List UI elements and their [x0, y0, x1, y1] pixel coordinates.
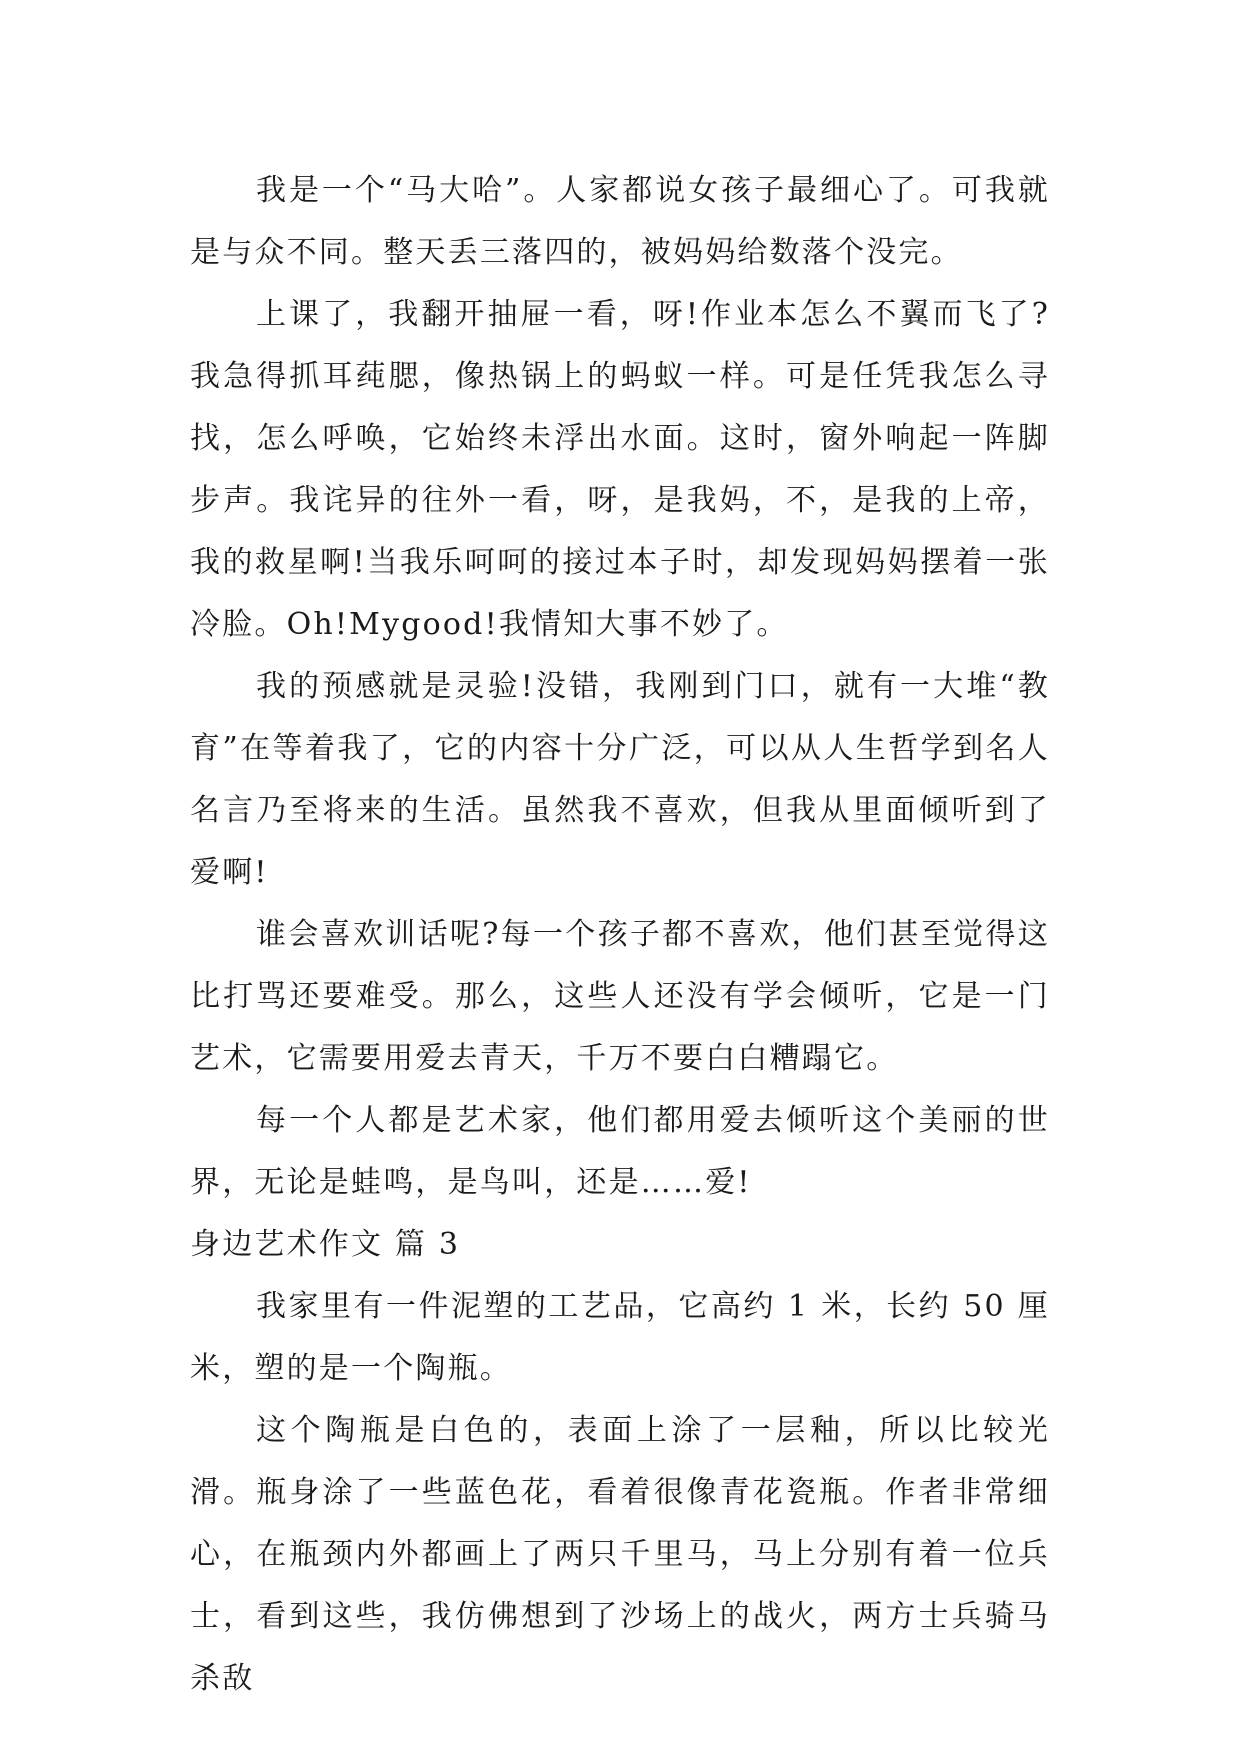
paragraph: 上课了，我翻开抽屉一看，呀!作业本怎么不翼而飞了?我急得抓耳莼腮，像热锅上的蚂蚁一样。可是任凭我怎么寻找，怎么呼唤，它始终未浮出水面。这时，窗外响起一阵脚步声。我诧异的往外一看，呀，是我妈，不，是我的上帝，我的救星啊!当我乐呵呵的接过本子时，却发现妈妈摆着一张冷脸。Oh!Mygood!我情知大事不妙了。: [190, 297, 1050, 642]
paragraph: 这个陶瓶是白色的，表面上涂了一层釉，所以比较光滑。瓶身涂了一些蓝色花，看着很像青花瓷瓶。作者非常细心，在瓶颈内外都画上了两只千里马，马上分别有着一位兵士，看到这些，我仿佛想到了沙场上的战火，两方士兵骑马杀敌: [190, 1413, 1050, 1696]
paragraph: 我家里有一件泥塑的工艺品，它高约 1 米，长约 50 厘米，塑的是一个陶瓶。: [190, 1289, 1050, 1386]
document-body: [190, 160, 1050, 1710]
paragraph: 我是一个“马大哈”。人家都说女孩子最细心了。可我就是与众不同。整天丢三落四的，被妈妈给数落个没完。: [190, 173, 1050, 270]
paragraph: 我的预感就是灵验!没错，我刚到门口，就有一大堆“教育”在等着我了，它的内容十分广泛，可以从人生哲学到名人名言乃至将来的生活。虽然我不喜欢，但我从里面倾听到了爱啊!: [190, 669, 1050, 890]
paragraph: 谁会喜欢训话呢?每一个孩子都不喜欢，他们甚至觉得这比打骂还要难受。那么，这些人还没有学会倾听，它是一门艺术，它需要用爱去青天，千万不要白白糟蹋它。: [190, 917, 1050, 1076]
paragraph: 每一个人都是艺术家，他们都用爱去倾听这个美丽的世界，无论是蛙鸣，是鸟叫，还是……爱!: [190, 1103, 1050, 1200]
section-heading: 身边艺术作文 篇 3: [190, 1227, 461, 1262]
